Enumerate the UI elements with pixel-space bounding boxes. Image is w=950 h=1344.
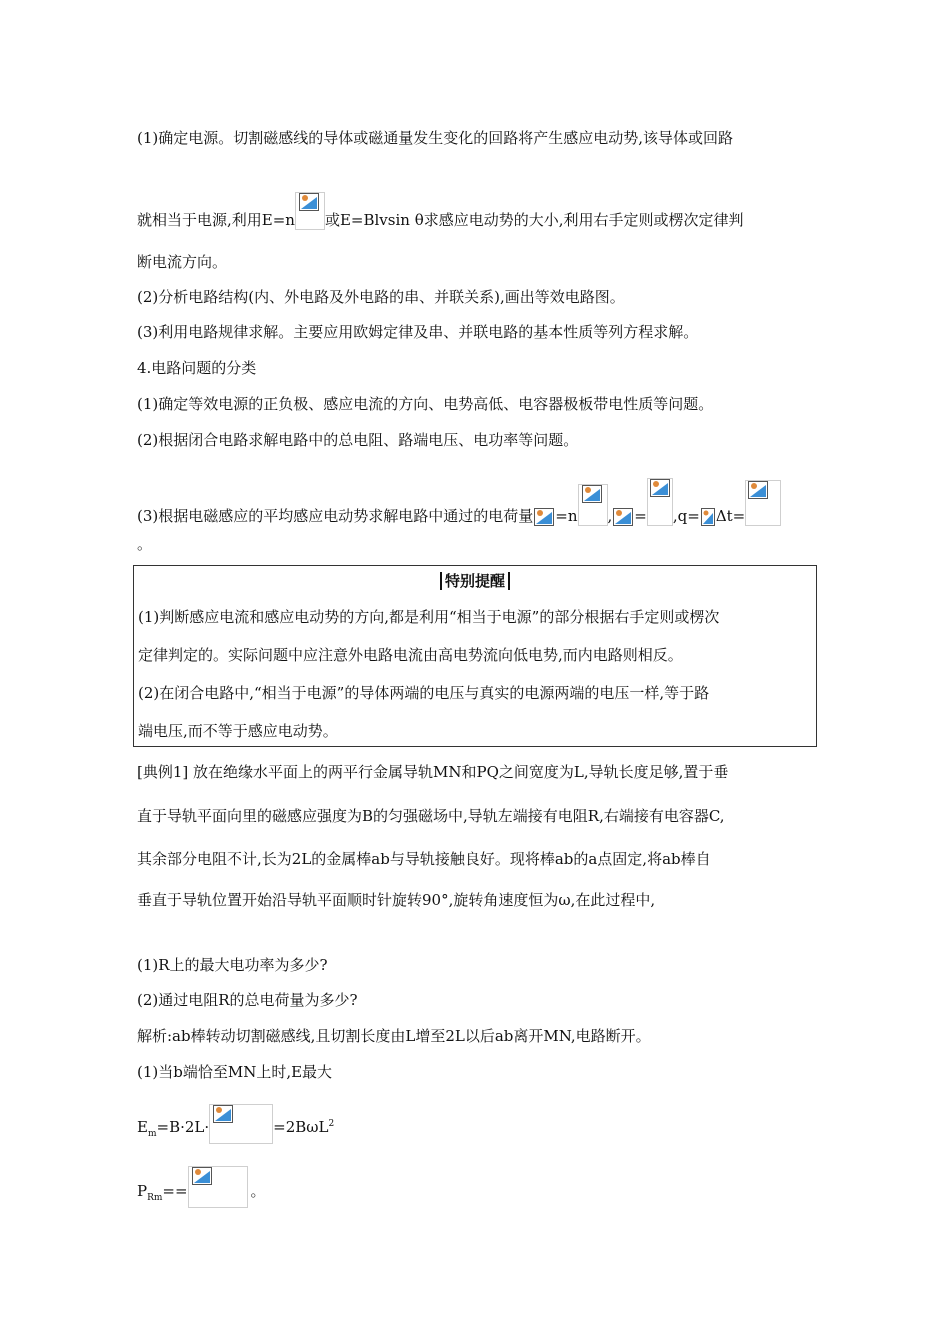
eq-p-equals: == <box>162 1182 188 1200</box>
para-9-text-a: (3)根据电磁感应的平均感应电动势求解电路中通过的电荷量 <box>137 507 534 525</box>
para-9-text-d: = <box>634 507 647 525</box>
eq-p-subscript: Rm <box>147 1193 163 1203</box>
broken-image-icon <box>192 1167 212 1185</box>
para-2-text-b: 或E=Blvsin θ求感应电动势的大小,利用右手定则或楞次定律判 <box>324 211 744 229</box>
note-title <box>134 570 816 591</box>
note-title-text: 特别提醒 <box>440 572 510 590</box>
eq-e-result: =2BωL <box>273 1118 329 1136</box>
broken-image-icon <box>213 1105 233 1123</box>
section-heading: 4.电路问题的分类 <box>137 359 257 377</box>
eq-p-end: 。 <box>250 1182 266 1200</box>
para-9 <box>137 478 781 526</box>
example-line-4: 垂直于导轨位置开始沿导轨平面顺时针旋转90°,旋转角速度恒为ω,在此过程中, <box>137 891 656 909</box>
formula-image-box <box>745 480 781 526</box>
para-10: 。 <box>137 535 153 553</box>
para-3: 断电流方向。 <box>137 253 228 271</box>
broken-image-icon <box>299 193 319 211</box>
solution-intro: 解析:ab棒转动切割磁感线,且切割长度由L增至2L以后ab离开MN,电路断开。 <box>137 1027 651 1045</box>
para-1: (1)确定电源。切割磁感线的导体或磁通量发生变化的回路将产生感应电动势,该导体或回路 <box>137 129 734 147</box>
formula-image-box <box>188 1166 248 1208</box>
para-9-text-b: =n <box>555 507 578 525</box>
example-line-2: 直于导轨平面向里的磁感应强度为B的匀强磁场中,导轨左端接有电阻R,右端接有电容器C, <box>137 807 725 825</box>
question-2: (2)通过电阻R的总电荷量为多少? <box>137 991 358 1009</box>
para-9-text-e: ,q= <box>672 507 700 525</box>
broken-image-icon <box>748 481 768 499</box>
equation-power <box>137 1166 266 1208</box>
para-9-text-c: , <box>607 507 613 525</box>
note-line-1: (1)判断感应电流和感应电动势的方向,都是利用“相当于电源”的部分根据右手定则或楞次 <box>138 608 720 626</box>
note-line-2: 定律判定的。实际问题中应注意外电路电流由高电势流向低电势,而内电路则相反。 <box>138 646 683 664</box>
note-line-4: 端电压,而不等于感应电动势。 <box>138 722 338 740</box>
formula-image-box <box>295 192 325 230</box>
para-2-text-a: 就相当于电源,利用E=n <box>137 211 295 229</box>
para-9-text-f: Δt= <box>715 507 746 525</box>
eq-e-symbol: E <box>137 1118 148 1136</box>
example-line-3: 其余部分电阻不计,长为2L的金属棒ab与导轨接触良好。现将棒ab的a点固定,将ab棒自 <box>137 850 711 868</box>
eq-e-middle: =B·2L· <box>156 1118 210 1136</box>
broken-image-icon <box>650 479 670 497</box>
eq-p-symbol: P <box>137 1182 148 1200</box>
example-line-1: [典例1] 放在绝缘水平面上的两平行金属导轨MN和PQ之间宽度为L,导轨长度足够,置于垂 <box>137 763 729 781</box>
para-5: (3)利用电路规律求解。主要应用欧姆定律及串、并联电路的基本性质等列方程求解。 <box>137 323 699 341</box>
para-7: (1)确定等效电源的正负极、感应电流的方向、电势高低、电容器极板带电性质等问题。 <box>137 395 714 413</box>
broken-image-icon <box>613 508 633 526</box>
broken-image-icon <box>701 508 715 526</box>
para-4: (2)分析电路结构(内、外电路及外电路的串、并联关系),画出等效电路图。 <box>137 288 625 306</box>
broken-image-icon <box>582 485 602 503</box>
eq-e-subscript: m <box>147 1129 157 1139</box>
eq-e-superscript: 2 <box>328 1119 335 1129</box>
broken-image-icon <box>534 508 554 526</box>
special-reminder-box <box>133 565 817 747</box>
formula-image-box <box>647 478 673 526</box>
question-1: (1)R上的最大电功率为多少? <box>137 956 328 974</box>
para-2 <box>137 192 744 230</box>
solution-step-1: (1)当b端恰至MN上时,E最大 <box>137 1063 333 1081</box>
para-8: (2)根据闭合电路求解电路中的总电阻、路端电压、电功率等问题。 <box>137 431 579 449</box>
formula-image-box <box>209 1104 273 1144</box>
note-line-3: (2)在闭合电路中,“相当于电源”的导体两端的电压与真实的电源两端的电压一样,等于路 <box>138 684 710 702</box>
equation-emf <box>137 1104 334 1144</box>
formula-image-box <box>578 484 608 526</box>
